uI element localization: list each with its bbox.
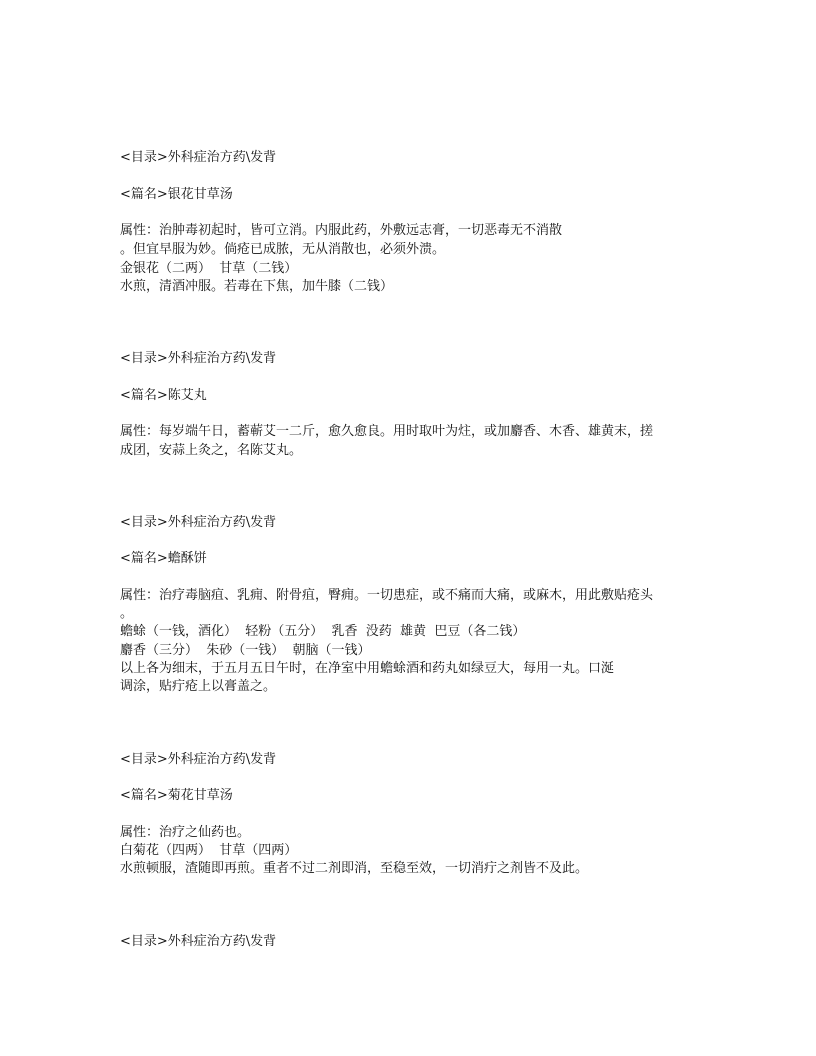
section-1-line-1: 属性：治肿毒初起时，皆可立消。内服此药，外敷远志膏，一切恶毒无不消散 <box>120 223 563 238</box>
section-2-directory: <目录>外科症治方药\发背 <box>120 351 277 366</box>
section-3-line-3: 蟾蜍（一钱，酒化） 轻粉（五分） 乳香 没药 雄黄 巴豆（各二钱） <box>120 624 526 639</box>
section-3-line-2: 。 <box>120 606 134 621</box>
section-4-line-3: 水煎顿服，渣随即再煎。重者不过二剂即消，至稳至效，一切消疔之剂皆不及此。 <box>120 861 589 876</box>
section-4-line-2: 白菊花（四两） 甘草（四两） <box>120 843 298 858</box>
section-4-directory: <目录>外科症治方药\发背 <box>120 752 277 767</box>
section-1-directory: <目录>外科症治方药\发背 <box>120 150 277 165</box>
section-3-line-1: 属性：治疗毒脑疽、乳痈、附骨疽，臀痈。一切患症，或不痛而大痛，或麻木，用此敷贴疮头 <box>120 588 654 603</box>
section-1-line-4: 水煎，清酒冲服。若毒在下焦，加牛膝（二钱） <box>120 279 394 294</box>
section-4-title: <篇名>菊花甘草汤 <box>120 788 233 803</box>
section-2-line-1: 属性：每岁端午日，蓄蕲艾一二斤，愈久愈良。用时取叶为炷，或加麝香、木香、雄黄末，搓 <box>120 424 654 439</box>
section-1-title: <篇名>银花甘草汤 <box>120 187 233 202</box>
section-2-title: <篇名>陈艾丸 <box>120 388 207 403</box>
section-1-line-3: 金银花（二两） 甘草（二钱） <box>120 261 298 276</box>
section-3-line-6: 调涂，贴疔疮上以膏盖之。 <box>120 679 277 694</box>
section-2-line-2: 成团，安蒜上灸之，名陈艾丸。 <box>120 443 303 458</box>
section-5-directory: <目录>外科症治方药\发背 <box>120 934 277 949</box>
section-3-line-5: 以上各为细末，于五月五日午时，在净室中用蟾蜍酒和药丸如绿豆大，每用一丸。口涎 <box>120 661 615 676</box>
section-3-line-4: 麝香（三分） 朱砂（一钱） 朝脑（一钱） <box>120 643 371 658</box>
section-1-line-2: 。但宜早服为妙。倘疮已成脓，无从消散也，必须外溃。 <box>120 242 446 257</box>
section-3-directory: <目录>外科症治方药\发背 <box>120 515 277 530</box>
section-3-title: <篇名>蟾酥饼 <box>120 551 207 566</box>
section-4-line-1: 属性：治疗之仙药也。 <box>120 825 251 840</box>
